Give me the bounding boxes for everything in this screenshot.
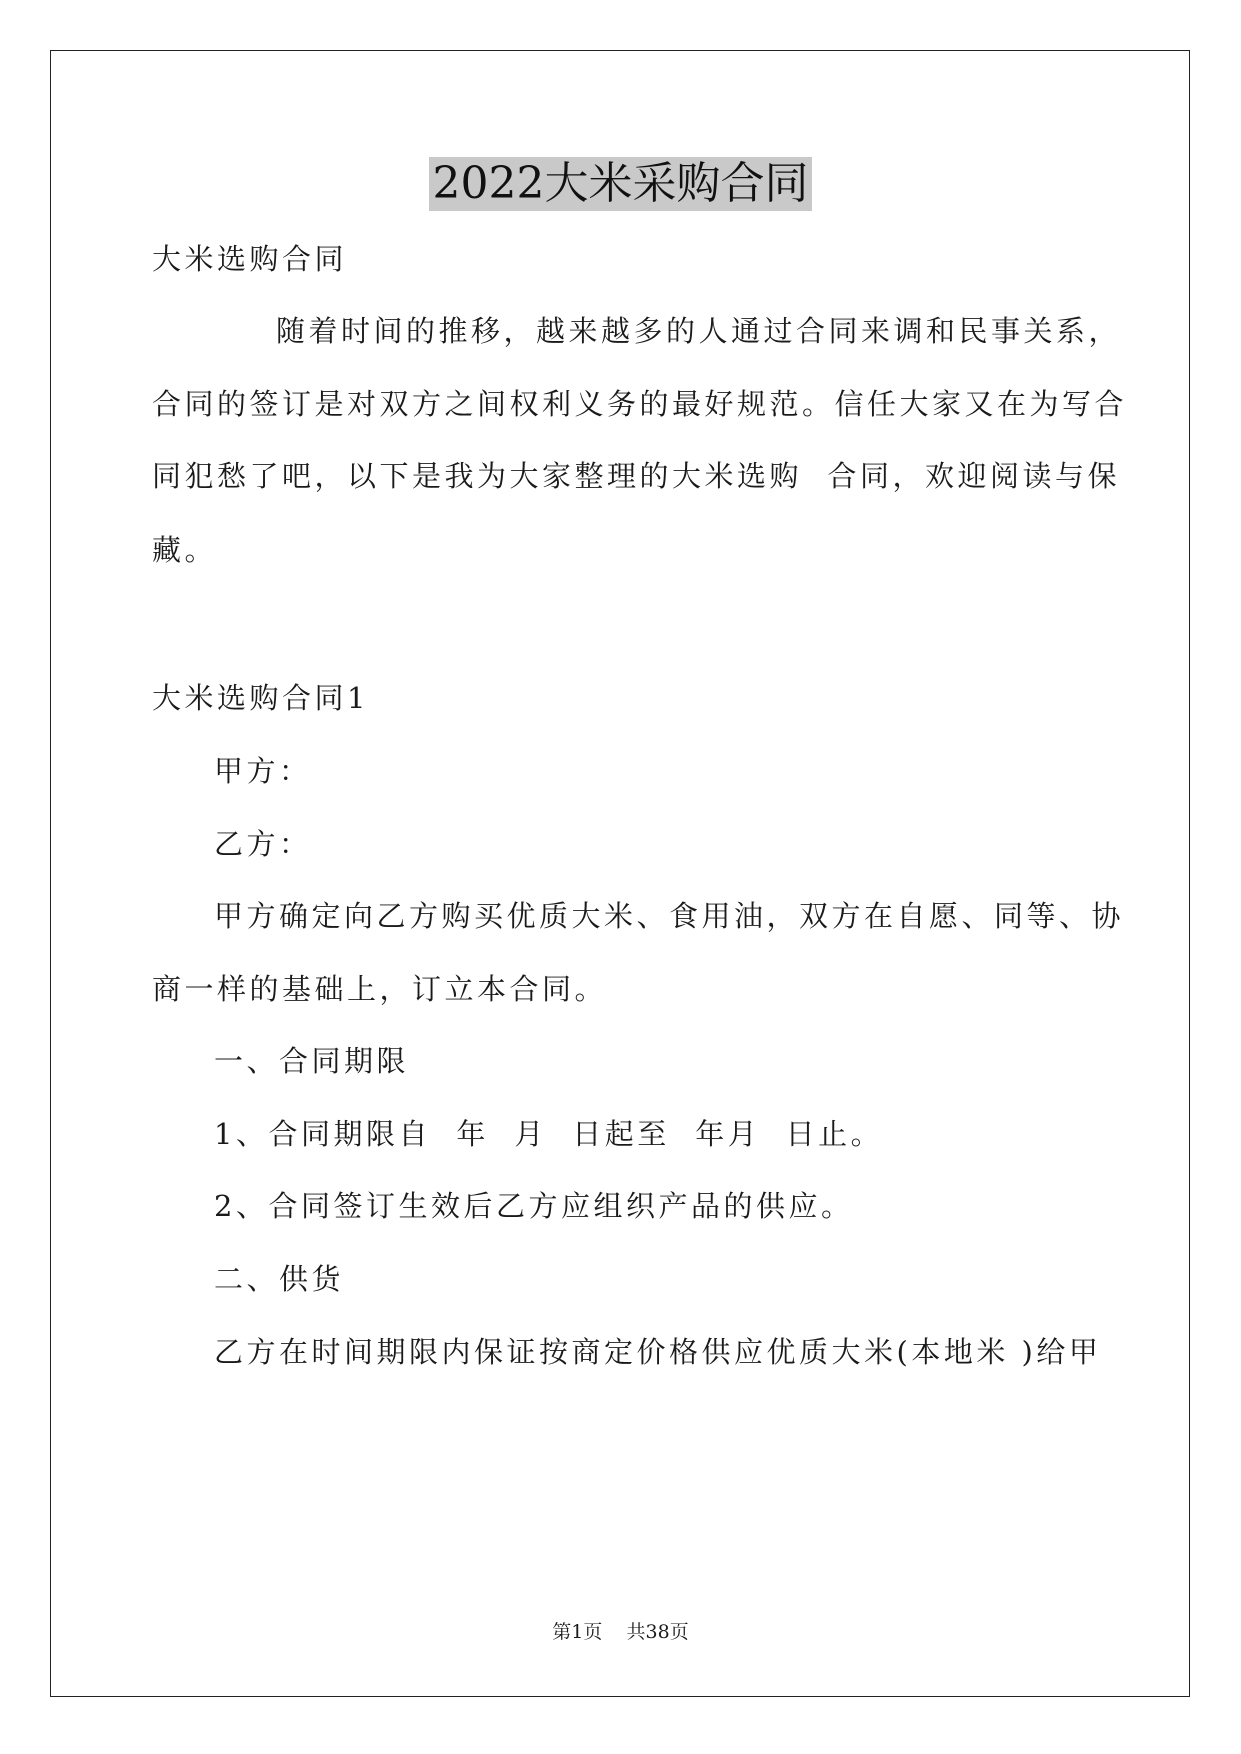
document-title: 2022大米采购合同 (429, 157, 813, 211)
paragraph-line: 同犯愁了吧，以下是我为大家整理的大米选购 合同，欢迎阅读与保 (152, 459, 1120, 493)
page-border (50, 50, 1190, 1697)
party-a-label: 甲方： (214, 754, 312, 788)
paragraph-line: 商一样的基础上，订立本合同。 (152, 972, 608, 1006)
paragraph-line: 随着时间的推移，越来越多的人通过合同来调和民事关系， (276, 314, 1122, 348)
clause-item: 2、合同签订生效后乙方应组织产品的供应。 (214, 1189, 854, 1223)
paragraph-line: 乙方在时间期限内保证按商定价格供应优质大米(本地米 )给甲 (214, 1335, 1102, 1369)
paragraph-line: 合同的签订是对双方之间权利义务的最好规范。信任大家又在为写合 (152, 387, 1128, 421)
paragraph-line: 甲方确定向乙方购买优质大米、食用油，双方在自愿、同等、协 (214, 899, 1125, 933)
section-heading: 大米选购合同1 (152, 681, 369, 715)
clause-heading: 一、合同期限 (214, 1044, 410, 1078)
title-container (0, 157, 1241, 211)
subtitle: 大米选购合同 (152, 242, 348, 276)
page-footer: 第1页 共38页 (552, 1621, 689, 1643)
clause-item: 1、合同期限自 年 月 日起至 年月 日止。 (214, 1117, 884, 1151)
party-b-label: 乙方： (214, 827, 312, 861)
clause-heading: 二、供货 (214, 1262, 345, 1296)
paragraph-line: 藏。 (152, 533, 218, 567)
